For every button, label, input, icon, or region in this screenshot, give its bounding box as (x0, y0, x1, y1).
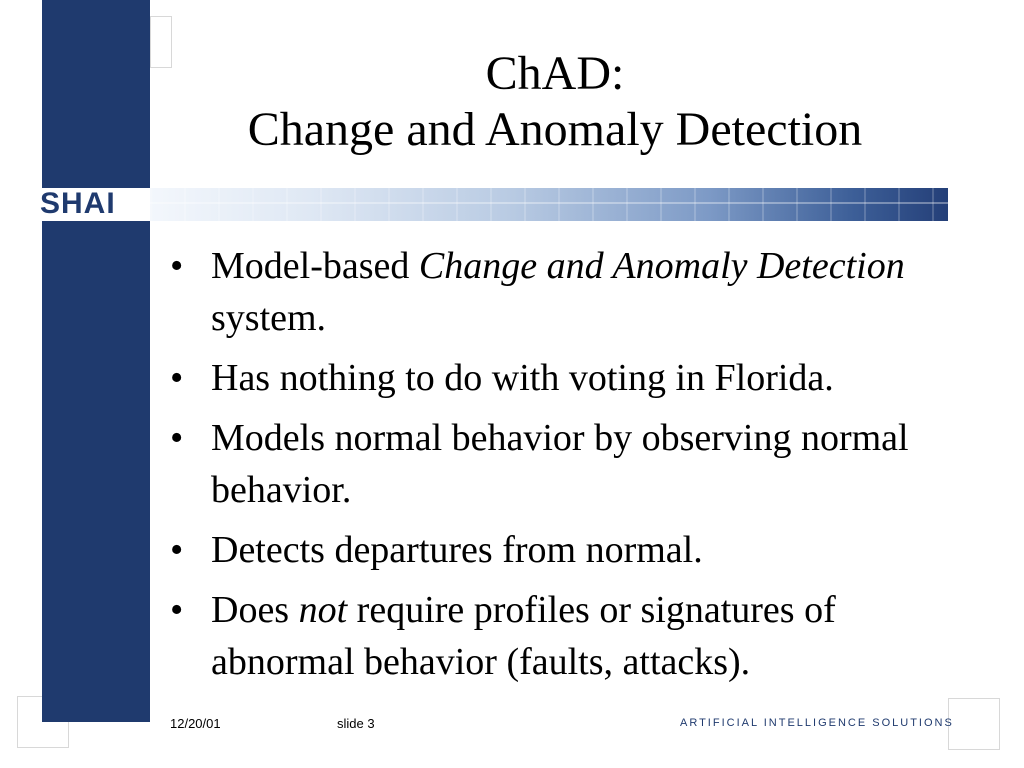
bullet-text: Does (211, 589, 299, 631)
bullet-text: Models normal behavior by observing normal behavior. (211, 417, 909, 511)
footer-slide-number: slide 3 (337, 716, 375, 731)
corner-square-bottom-right (948, 698, 1000, 750)
slide-title (150, 46, 960, 158)
bullet-text: require profiles or signatures of abnormal behavior (faults, attacks). (211, 589, 836, 683)
bullet-point-icon: • (170, 589, 184, 631)
bullet-item (168, 524, 968, 576)
footer-company-name: ARTIFICIAL INTELLIGENCE SOLUTIONS (680, 717, 954, 729)
bullet-text: system. (211, 297, 327, 339)
bullet-text: Has nothing to do with voting in Florida. (211, 357, 834, 399)
bullet-point-icon: • (170, 357, 184, 399)
shai-logo: SHAI (40, 187, 116, 220)
bullet-item (168, 240, 968, 344)
footer-date: 12/20/01 (170, 716, 221, 731)
bullet-text: Model-based (211, 245, 419, 287)
bullet-point-icon: • (170, 417, 184, 459)
bullet-point-icon: • (170, 529, 184, 571)
bullet-item (168, 584, 968, 688)
bullet-text-italic: not (298, 589, 348, 631)
left-band (42, 0, 150, 722)
bullet-item (168, 352, 968, 404)
title-line-2: Change and Anomaly Detection (247, 103, 863, 156)
header-divider-bar (150, 188, 948, 221)
bullet-point-icon: • (170, 245, 184, 287)
title-line-1: ChAD: (485, 47, 625, 100)
bullet-list (168, 240, 968, 696)
bullet-text: Detects departures from normal. (211, 529, 703, 571)
bullet-item (168, 412, 968, 516)
bullet-text-italic: Change and Anomaly Detection (418, 245, 905, 287)
